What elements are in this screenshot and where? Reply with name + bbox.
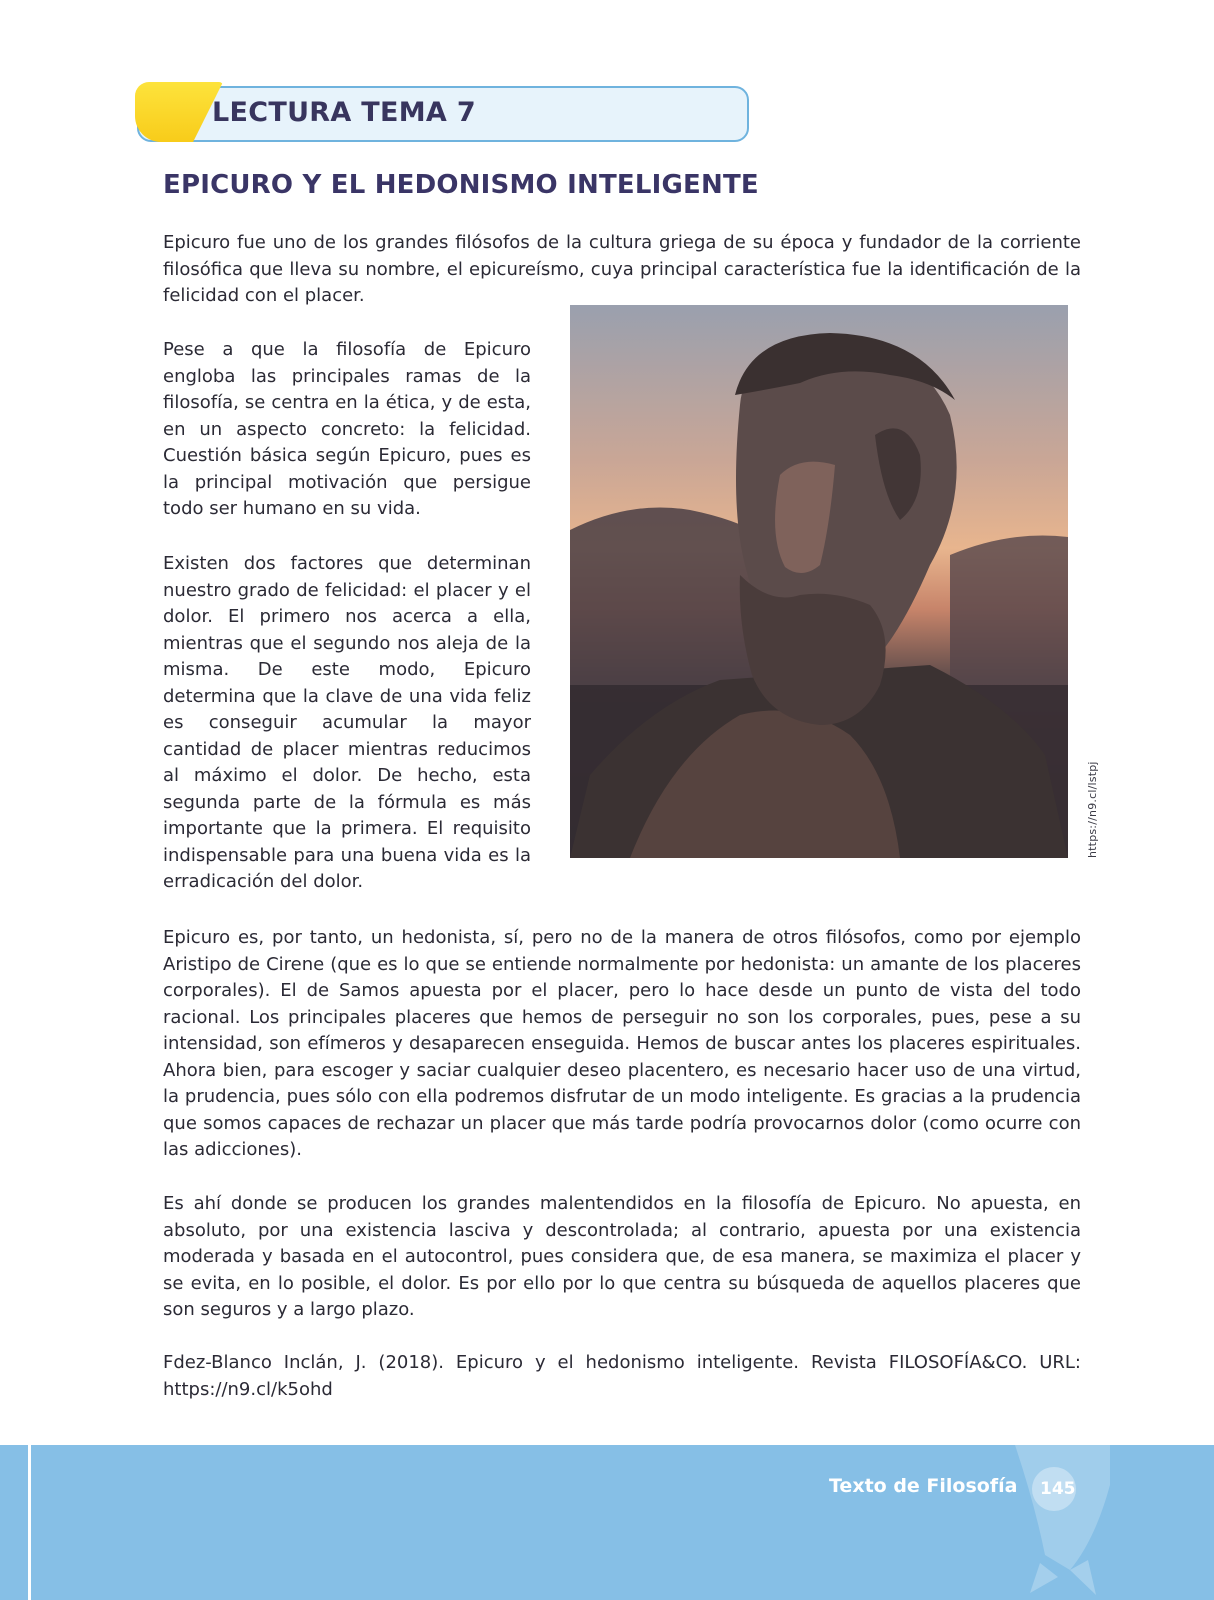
citation: Fdez-Blanco Inclán, J. (2018). Epicuro y el hedonismo inteligente. Revista FILOSOFÍA&CO. URL: https://n9.cl/k5ohd — [163, 1352, 1081, 1400]
paragraph-malentendidos: Es ahí donde se producen los grandes malentendidos en la filosofía de Epicuro. No apuesta, en absoluto, por una existencia lasciva y descontrolada; al contrario, apuesta por una existencia moderada y basada en el autocontrol, pues considera que, de esa manera, se maximiza el placer y se evita, en lo posible, el dolor. Es por ello por lo que centra su búsqueda de aquellos placeres que son seguros y a largo plazo. — [163, 1193, 1081, 1320]
lectura-header-label: LECTURA TEMA 7 — [212, 97, 476, 128]
rocket-icon — [1000, 1445, 1110, 1600]
paragraph-placer-dolor: Existen dos factores que determinan nuestro grado de felicidad: el placer y el dolor. El primero nos acerca a ella, mientras que el segundo nos aleja de la misma. De este modo, Epicuro determina que la clave de una vida feliz es conseguir acumular la mayor cantidad de placer mientras reducimos al máximo el dolor. De hecho, esta segunda parte de la fórmula es más importante que la primera. El requisito indispensable para una buena vida es la erradicación del dolor. — [163, 553, 531, 892]
footer-divider — [28, 1445, 31, 1600]
epicurus-bust-illustration — [570, 305, 1068, 858]
footer-book-title: Texto de Filosofía — [829, 1475, 1018, 1497]
page-number: 145 — [1040, 1479, 1076, 1499]
paragraph-hedonista: Epicuro es, por tanto, un hedonista, sí, pero no de la manera de otros filósofos, como por ejemplo Aristipo de Cirene (que es lo que se entiende normalmente por hedonista: un amante de los placeres corporales). El de Samos apuesta por el placer, pero lo hace desde un punto de vista del todo racional. Los principales placeres que hemos de perseguir no son los corporales, pues, pese a su intensidad, son efímeros y desaparecen enseguida. Hemos de buscar antes los placeres espirituales. Ahora bien, para escoger y saciar cualquier deseo placentero, es necesario hacer uso de una virtud, la prudencia, pues sólo con ella podremos disfrutar de un modo inteligente. Es gracias a la prudencia que somos capaces de rechazar un placer que más tarde podría provocarnos dolor (como ocurre con las adicciones). — [163, 927, 1081, 1160]
page-title: EPICURO Y EL HEDONISMO INTELIGENTE — [163, 170, 759, 200]
paragraph-intro: Epicuro fue uno de los grandes filósofos de la cultura griega de su época y fundador de la corriente filosófica que lleva su nombre, el epicureísmo, cuya principal característica fue la identificación de la felicidad con el placer. — [163, 232, 1081, 306]
paragraph-etica: Pese a que la filosofía de Epicuro engloba las principales ramas de la filosofía, se centra en la ética, y de esta, en un aspecto concreto: la felicidad. Cuestión básica según Epicuro, pues es la principal motivación que persigue todo ser humano en su vida. — [163, 339, 531, 519]
image-credit: https://n9.cl/lstpj — [1086, 761, 1099, 858]
page-footer — [0, 1445, 1214, 1600]
epicurus-bust-image — [570, 305, 1068, 858]
